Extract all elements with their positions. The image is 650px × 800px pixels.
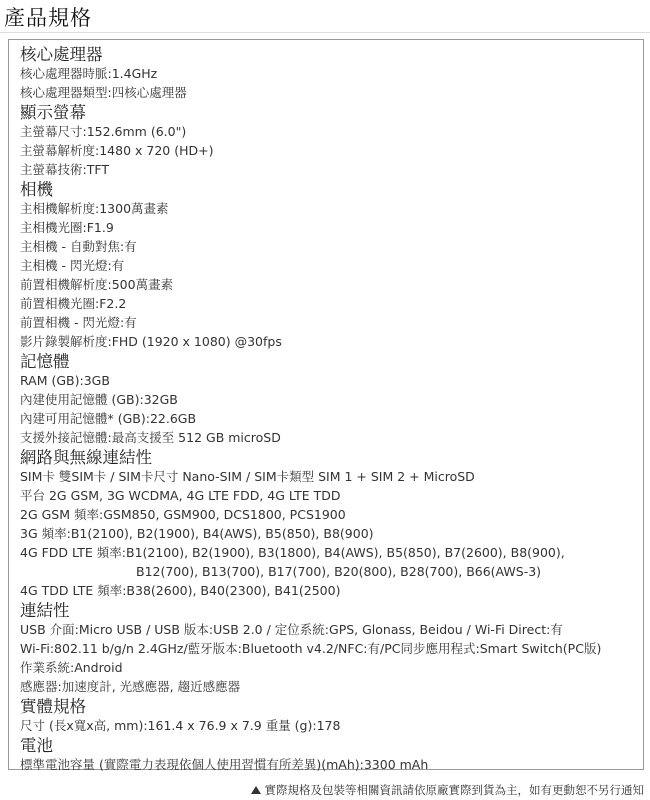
spec-row: 內建使用記憶體 (GB):32GB [20,392,178,407]
section-title: 實體規格 [20,697,86,716]
section-physical [20,696,640,735]
spec-row: 主螢幕解析度:1480 x 720 (HD+) [20,143,214,158]
spec-row: 感應器:加速度計, 光感應器, 趨近感應器 [20,679,241,694]
section-battery [20,735,640,774]
disclaimer-text: 實際規格及包裝等相關資訊請依原廠實際到貨為主，如有更動恕不另行通知 [264,783,644,797]
spec-row: 影片錄製解析度:FHD (1920 x 1080) @30fps [20,334,282,349]
spec-row: 支援外接記憶體:最高支援至 512 GB microSD [20,430,281,445]
section-title: 相機 [20,180,53,199]
section-title: 顯示螢幕 [20,103,86,122]
spec-row: 前置相機光圈:F2.2 [20,296,127,311]
spec-row: 4G TDD LTE 頻率:B38(2600), B40(2300), B41(2500) [20,583,341,598]
spec-row: 3G 頻率:B1(2100), B2(1900), B4(AWS), B5(850), B8(900) [20,526,374,541]
spec-row: 主相機 - 自動對焦:有 [20,239,137,254]
disclaimer-note [251,783,645,798]
spec-row: 標準電池容量 (實際電力表現依個人使用習慣有所差異)(mAh):3300 mAh [20,757,429,772]
spec-row: USB 介面:Micro USB / USB 版本:USB 2.0 / 定位系統:GPS, Glonass, Beidou / Wi-Fi Direct:有 [20,622,563,637]
section-title: 電池 [20,736,53,755]
title-divider [0,32,650,33]
spec-row: 內建可用記憶體* (GB):22.6GB [20,411,197,426]
spec-row: 主相機光圈:F1.9 [20,220,114,235]
spec-row: 2G GSM 頻率:GSM850, GSM900, DCS1800, PCS1900 [20,507,346,522]
section-memory [20,351,640,447]
spec-row: Wi-Fi:802.11 b/g/n 2.4GHz/藍牙版本:Bluetooth v4.2/NFC:有/PC同步應用程式:Smart Switch(PC版) [20,641,602,656]
spec-row: 前置相機 - 閃光燈:有 [20,315,137,330]
section-network [20,447,640,600]
spec-row: 主相機 - 閃光燈:有 [20,258,125,273]
spec-row: 平台 2G GSM, 3G WCDMA, 4G LTE FDD, 4G LTE TDD [20,488,341,503]
section-title: 網路與無線連結性 [20,448,152,467]
section-connectivity [20,600,640,696]
spec-row-continuation: B12(700), B13(700), B17(700), B20(800), B28(700), B66(AWS-3) [136,564,542,579]
section-camera [20,179,640,351]
spec-row: SIM卡 雙SIM卡 / SIM卡尺寸 Nano-SIM / SIM卡類型 SIM 1 + SIM 2 + MicroSD [20,469,475,484]
spec-row: 核心處理器時脈:1.4GHz [20,66,158,81]
spec-row: 主相機解析度:1300萬畫素 [20,201,169,216]
triangle-up-icon [251,786,261,794]
section-title: 連結性 [20,601,70,620]
spec-list [20,44,640,774]
spec-row: 核心處理器類型:四核心處理器 [20,85,187,100]
section-processor [20,44,640,102]
spec-row: 尺寸 (長x寬x高, mm):161.4 x 76.9 x 7.9 重量 (g):178 [20,718,341,733]
spec-row: 前置相機解析度:500萬畫素 [20,277,174,292]
section-display [20,102,640,179]
section-title: 核心處理器 [20,45,103,64]
spec-row: RAM (GB):3GB [20,373,110,388]
section-title: 記憶體 [20,352,70,371]
spec-row: 4G FDD LTE 頻率:B1(2100), B2(1900), B3(1800), B4(AWS), B5(850), B7(2600), B8(900), [20,545,565,560]
page-title: 產品規格 [4,6,92,30]
spec-row: 主螢幕技術:TFT [20,162,109,177]
spec-row: 主螢幕尺寸:152.6mm (6.0") [20,124,187,139]
spec-row: 作業系統:Android [20,660,123,675]
